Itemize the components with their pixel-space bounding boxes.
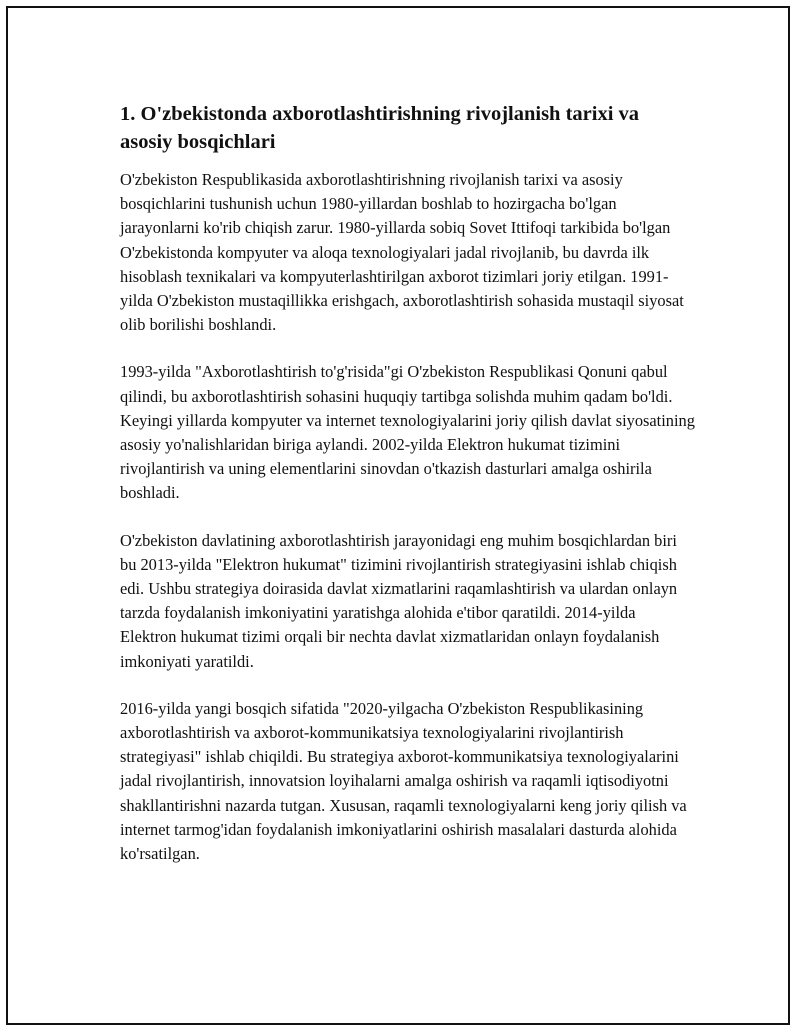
document-body bbox=[120, 100, 695, 889]
paragraph-1: O'zbekiston Respublikasida axborotlashtirishning rivojlanish tarixi va asosiy bosqichlarini tushunish uchun 1980-yillardan boshlab to hozirgacha bo'lgan jarayonlarni ko'rib chiqish zarur. 1980-yillarda sobiq Sovet Ittifoqi tarkibida bo'lgan O'zbekistonda kompyuter va aloqa texnologiyalari jadal rivojlanib, bu davrda ilk hisoblash texnikalari va kompyuterlashtirilgan axborot tizimlari joriy etilgan. 1991-yilda O'zbekiston mustaqillikka erishgach, axborotlashtirish sohasida mustaqil siyosat olib borilishi boshlandi. bbox=[120, 170, 684, 335]
paragraph-4: 2016-yilda yangi bosqich sifatida "2020-yilgacha O'zbekiston Respublikasining axborotlashtirish va axborot-kommunikatsiya texnologiyalarini rivojlantirish strategiyasi" ishlab chiqildi. Bu strategiya axborot-kommunikatsiya texnologiyalarini jadal rivojlantirish, innovatsion loyihalarni amalga oshirish va raqamli iqtisodiyotni shakllantirishni nazarda tutgan. Xususan, raqamli texnologiyalarni keng joriy qilish va internet tarmog'idan foydalanish imkoniyatlarini oshirish masalalari dasturda alohida ko'rsatilgan. bbox=[120, 698, 687, 864]
page-frame bbox=[6, 6, 790, 1025]
paragraph-2: 1993-yilda "Axborotlashtirish to'g'risida"gi O'zbekiston Respublikasi Qonuni qabul qilindi, bu axborotlashtirish sohasini huquqiy tartibga solishda muhim qadam bo'ldi. Keyingi yillarda kompyuter va internet texnologiyalarini joriy qilish davlat siyosatining asosiy yo'nalishlaridan biriga aylandi. 2002-yilda Elektron hukumat tizimini rivojlantirish va uning elementlarini sinovdan o'tkazish dasturlari amalga oshirila boshladi. bbox=[120, 362, 695, 503]
document-title: 1. O'zbekistonda axborotlashtirishning rivojlanish tarixi va asosiy bosqichlari bbox=[120, 103, 640, 153]
paragraph-3: O'zbekiston davlatining axborotlashtirish jarayonidagi eng muhim bosqichlardan biri bu 2013-yilda "Elektron hukumat" tizimini rivojlantirish strategiyasini ishlab chiqish edi. Ushbu strategiya doirasida davlat xizmatlarini raqamlashtirish va ulardan onlayn tarzda foydalanish imkoniyatini yaratishga alohida e'tibor qaratildi. 2014-yilda Elektron hukumat tizimi orqali bir nechta davlat xizmatlaridan onlayn foydalanish imkoniyati yaratildi. bbox=[120, 530, 678, 671]
